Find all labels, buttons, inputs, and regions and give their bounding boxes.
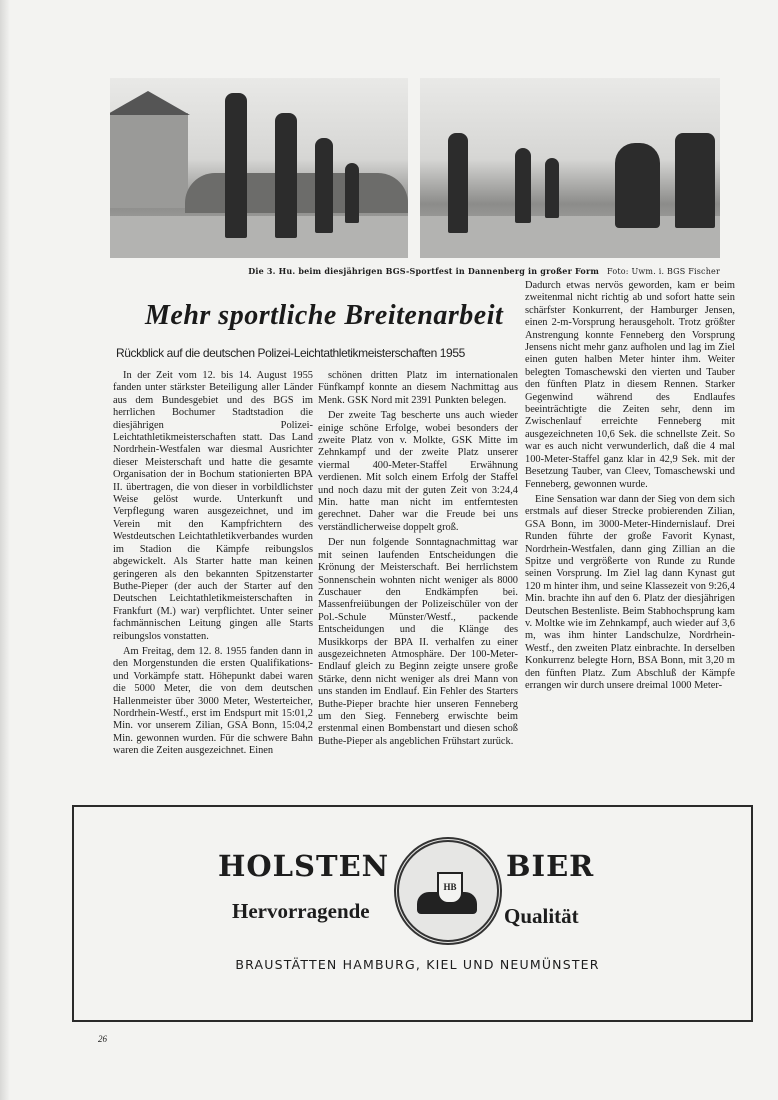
article-title: Mehr sportliche Breitenarbeit (145, 300, 504, 331)
ad-breweries: BRAUSTÄTTEN HAMBURG, KIEL UND NEUMÜNSTER (235, 957, 600, 972)
photo-runner (515, 148, 531, 223)
paragraph: schönen dritten Platz im internationalen Fünfkampf konnte an diesem Nachmittag aus Menk. GSK Nord mit 2391 Punkten belegen. (318, 370, 518, 406)
page-number: 26 (98, 1034, 107, 1044)
photo-runner (315, 138, 333, 233)
ad-brand-right: BIER (506, 849, 595, 883)
seal-monogram: HB (437, 872, 463, 904)
holsten-knight-seal-icon (394, 837, 502, 945)
photo-track (110, 216, 408, 258)
scan-edge (0, 0, 10, 1100)
paragraph: In der Zeit vom 12. bis 14. August 1955 fanden unter stärkster Beteiligung aller Länder aus dem Bundesgebiet und des BGS im herrlichen Bochumer Stadtstadion die diesjährigen Polizei-Leichtathletikmeisterschaften statt. Das Land Nordrhein-Westfalen war diesmal Ausrichter dieser Meisterschaft und hatte die gesamte Organisation der in Bochum stationierten BPA II. übertragen, die von dieser in vorbildlichster Weise gelöst wurde. Unterkunft und Verpflegung waren ausgezeichnet, und im Verein mit den Kampfrichtern des Westdeutschen Leichtathletikverbandes wurden im Stadion die Kämpfe reibungslos abgewickelt. Als Starter hatte man keinen geringeren als den bekannten Spitzenstarter Buthe-Pieper (der auch der Starter auf den Deutschen Leichtathletikmeisterschaften in Frankfurt (M.) war) verpflichtet. Unter seiner fachmännischen Leitung gingen alle Starts reibungslos vonstatten. (113, 370, 313, 642)
paragraph: Am Freitag, dem 12. 8. 1955 fanden dann in den Morgenstunden die ersten Qualifikations- und Vorkämpfe statt. Höhepunkt dabei waren die 5000 Meter, die von dem deutschen Hallenmeister über 3000 Meter, Westerteicher, Nordrhein-Westf., erst im Endspurt mit 15:01,2 Min. vor unserem Zilian, GSA Bonn, 15:04,2 Min. gewonnen wurden. Für die schwere Bahn waren die Zeiten ausgezeichnet. Einen (113, 645, 313, 757)
photo-house (110, 113, 188, 208)
paragraph: Eine Sensation war dann der Sieg von dem sich erstmals auf dieser Strecke probierenden Zilian, GSA Bonn, im 3000-Meter-Hindernislauf. Drei Runden führte der große Favorit Kynast, Nordrhein-Westfalen, dann ging Zillian an die Spitze und vergrößerte von Runde zu Runde seinen Vorsprung. Im Ziel lag dann Kynast gut 120 m hinter ihm, und seine Klassezeit von 9:26,4 Min. brachte ihn auf den 6. Platz der diesjährigen Deutschen Bestenliste. Beim Stabhochsprung kam v. Moltke wie im Zehnkampf, auch wieder auf 3,6 m, was ihm hinter Landschulze, Nordrhein-Westf., den zweiten Platz einbrachte. In derselben Konkurrenz belegte Horn, BSA Bonn, mit 3,20 m den fünften Platz. Zum Abschluß der Kämpfe errangen wir durch unsere dreimal 1000 Meter- (525, 493, 735, 691)
paragraph: Der zweite Tag bescherte uns auch wieder einige schöne Erfolge, wobei besonders der zweite Platz von v. Molkte, GSK Mitte im Zehnkampf und der zweite Platz unserer viermal 400-Meter-Staffel Erwähnung verdienen. Mit solch einem Erfolg der Staffel und noch dazu mit der guten Zeit von 3:24,4 Min. hatte man nicht im entferntesten gerechnet. Daher war die Freude bei uns verständlicherweise doppelt groß. (318, 410, 518, 533)
article-subtitle: Rückblick auf die deutschen Polizei-Leichtathletikmeisterschaften 1955 (116, 346, 465, 360)
paragraph: Der nun folgende Sonntagnachmittag war mit seinen laufenden Entscheidungen die Krönung der Meisterschaft. Bei herrlichstem Sonnenschein wohnten nicht weniger als 8000 Zuschauer den Endkämpfen bei. Massenfreiübungen der Polizeischüler von der Pol.-Schule Münster/Westf., packende Entscheidungen und die Klänge des Musikkorps der BPA II. verhalfen zu einer ausgezeichneten Atmosphäre. Der 100-Meter-Endlauf gleich zu Beginn zeigte unsere große Stärke, denn nicht weniger als drei Mann von uns standen im Endlauf. Ein Fehler des Starters Buthe-Pieper brachte hier unseren Fenneberg um den Sieg. Fenneberg erwischte beim erstenmal einen Bombenstart und diesen schoß Buthe-Pieper als angeblichen Frühstart zurück. (318, 537, 518, 747)
article-column-1 (113, 370, 313, 761)
photo-runners-field (420, 78, 720, 258)
ad-brand-left: HOLSTEN (218, 849, 390, 883)
article-column-3 (525, 280, 735, 695)
holsten-advertisement (72, 805, 753, 1022)
photo-runner (275, 113, 297, 238)
photo-runners-house (110, 78, 408, 258)
photo-runner (448, 133, 468, 233)
article-column-2 (318, 370, 518, 751)
photo-spectators (675, 133, 715, 228)
ad-tagline-right: Qualität (504, 904, 579, 928)
photo-credit: Foto: Uwm. i. BGS Fischer (607, 267, 720, 276)
photo-runner (545, 158, 559, 218)
photo-caption (248, 266, 720, 276)
photo-spectators (615, 143, 660, 228)
paragraph: Dadurch etwas nervös geworden, kam er beim zweitenmal nicht richtig ab und sofort hatte sein schärfster Konkurrent, der Hamburger Jensen, einen 2-m-Vorsprung herausgeholt. Trotz größter Anstrengung konnte Fenneberg den Vorsprung Jensens nicht mehr ganz aufholen und lag im Ziel einen guten halben Meter hinter ihm. Weiter belegten Tomaschewski den vierten und Tauber den fünften Platz in diesem Rennen. Starker Gegenwind während des Endlaufes beeinträchtigte die Zeiten sehr, denn im Zwischenlauf erreichte Fenneberg mit ausgezeichneten 10,6 Sek. die schnellste Zeit. So war es auch nicht verwunderlich, daß die 4 mal 100-Meter-Staffel ganz klar in 42,9 Sek. mit der Besetzung Tauber, van Cleev, Tomaschewski und Fenneberg, gewonnen wurde. (525, 280, 735, 490)
caption-text: Die 3. Hu. beim diesjährigen BGS-Sportfest in Dannenberg in großer Form (248, 266, 600, 276)
ad-tagline-left: Hervorragende (232, 899, 370, 923)
photo-runner (225, 93, 247, 238)
photo-runner (345, 163, 359, 223)
